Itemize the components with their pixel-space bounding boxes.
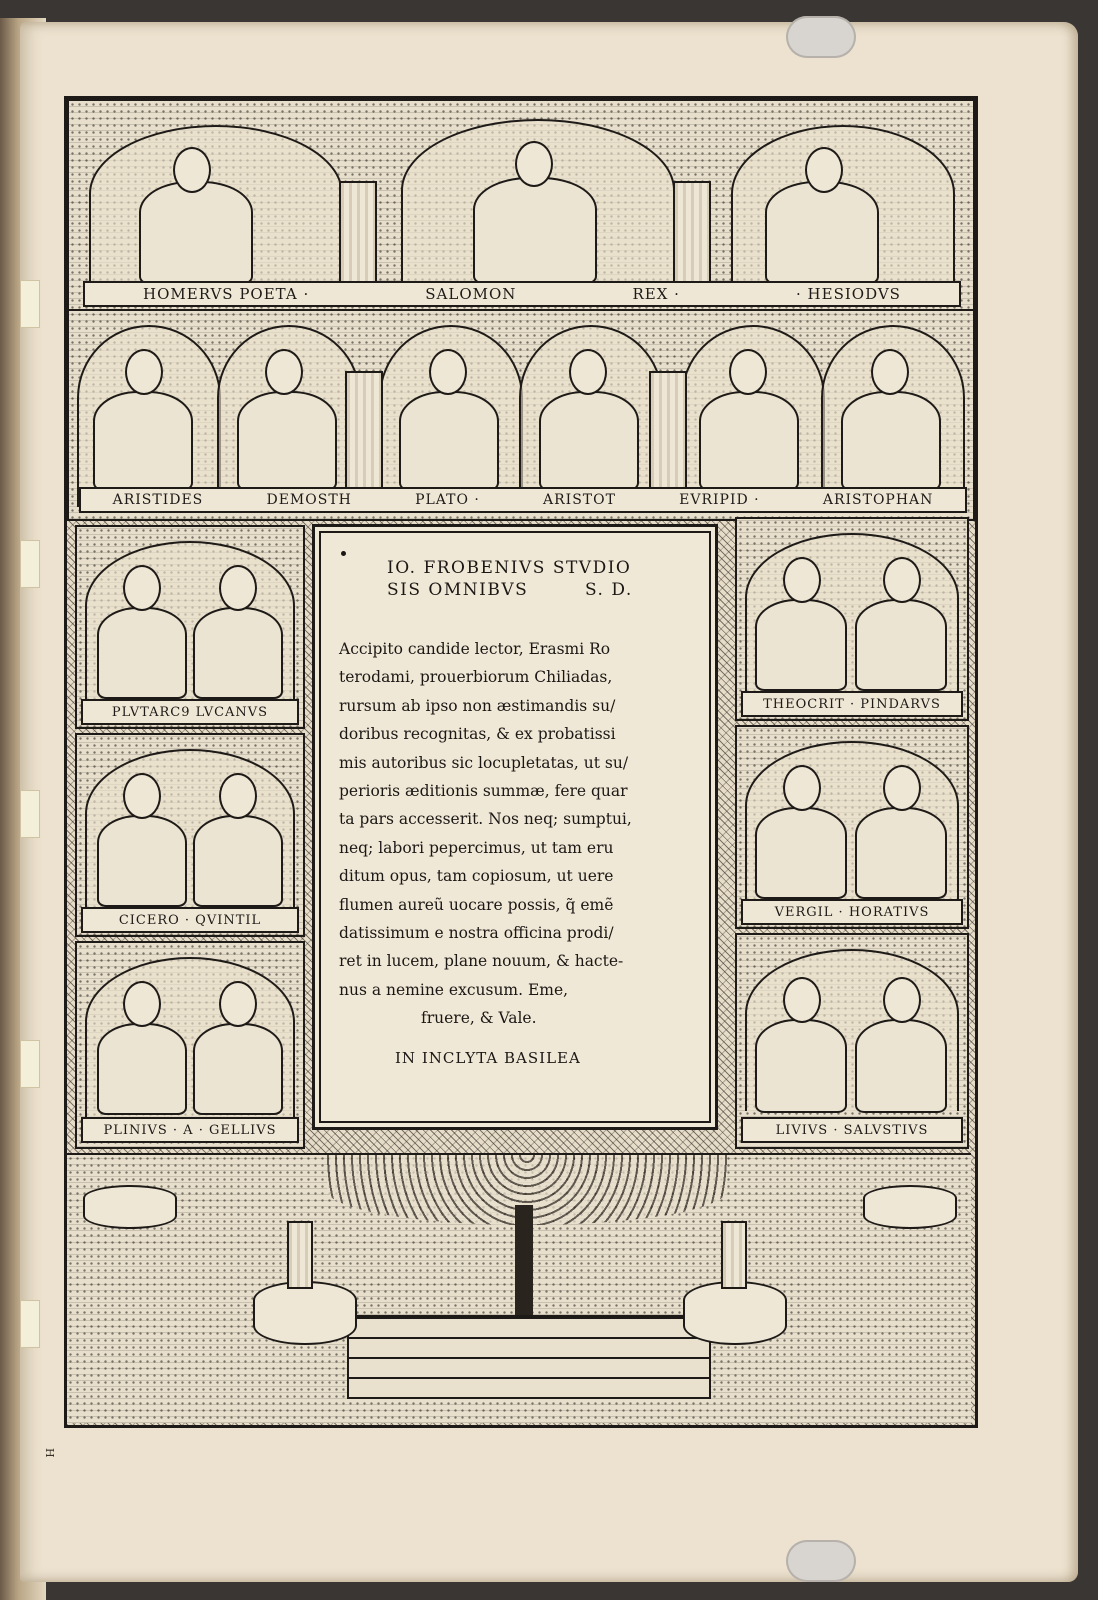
body-line: mis autoribus sic locupletatas, ut su/: [339, 753, 629, 772]
head-sallust: [883, 977, 921, 1023]
label-theocrit-pindarus: THEOCRIT · PINDARVS: [763, 696, 941, 712]
figure-aristotle: [539, 391, 639, 491]
imprint: IN INCLYTA BASILEA: [395, 1049, 581, 1067]
figure-pindar: [855, 599, 947, 691]
figure-solomon: [473, 177, 597, 285]
figure-aristides: [93, 391, 193, 491]
top-row-panel: [67, 99, 975, 313]
head-gellius: [219, 981, 257, 1027]
right-panel-1: [735, 517, 969, 721]
column-3: [345, 371, 383, 505]
fountain-right: [683, 1281, 787, 1345]
body-line: Accipito candide lector, Erasmi Ro: [339, 640, 611, 658]
page-tab-5: [20, 1300, 40, 1348]
fountain-top-left: [83, 1185, 177, 1229]
label-plato: PLATO ·: [415, 492, 480, 508]
column-4: [649, 371, 687, 505]
label-plutarch-lucan: PLVTARC9 LVCANVS: [111, 704, 269, 720]
second-row-label-band: [79, 487, 967, 513]
text-dot: [341, 551, 346, 556]
left-panel-2: [75, 733, 305, 937]
body-line: perioris æditionis summæ, fere quar: [339, 782, 628, 801]
figure-hesiod: [765, 181, 879, 285]
title-line-1: IO. FROBENIVS STVDIO: [387, 558, 632, 578]
head-quintilian: [219, 773, 257, 819]
body-line: nus a nemine excusum. Eme,: [339, 980, 569, 999]
page-clip-top: [786, 16, 856, 58]
label-homer: HOMERVS POETA ·: [143, 285, 310, 303]
label-band-right-3: [741, 1117, 963, 1143]
label-livius-salustius: LIVIVS · SALVSTIVS: [775, 1122, 929, 1138]
figure-cicero: [97, 815, 187, 907]
title-line-2-text: SIS OMNIBVS: [387, 580, 529, 600]
figure-horace: [855, 807, 947, 899]
right-panel-3: [735, 933, 969, 1149]
head-lucan: [219, 565, 257, 611]
figure-theocritus: [755, 599, 847, 691]
head-livy: [783, 977, 821, 1023]
figure-gellius: [193, 1023, 283, 1115]
brick-wall: [347, 1315, 711, 1399]
head-plutarch: [123, 565, 161, 611]
figure-lucan: [193, 607, 283, 699]
label-vergil-horatius: VERGIL · HORATIVS: [774, 904, 930, 920]
figure-homer: [139, 181, 253, 285]
head-solomon: [515, 141, 553, 187]
head-horace: [883, 765, 921, 811]
spine-label: H: [43, 1448, 56, 1458]
label-band-left-1: [81, 699, 299, 725]
figure-vergil: [755, 807, 847, 899]
column-1: [339, 181, 377, 295]
label-euripid: EVRIPID ·: [679, 492, 760, 508]
preface-text-box: [312, 524, 718, 1130]
label-hesiod: · HESIODVS: [796, 285, 901, 303]
head-demosthenes: [265, 349, 303, 395]
label-aristophan: ARISTOPHAN: [822, 492, 934, 508]
left-panel-1: [75, 525, 305, 729]
left-panel-3: [75, 941, 305, 1149]
body-line: datissimum e nostra officina prodi/: [339, 924, 614, 943]
body-line: doribus recognitas, & ex probatissi: [339, 725, 616, 744]
label-rex: REX ·: [632, 285, 680, 303]
head-aristotle: [569, 349, 607, 395]
body-last-line: fruere, & Vale.: [421, 1009, 537, 1028]
preface-body: [339, 635, 705, 1033]
label-demosth: DEMOSTH: [266, 492, 352, 508]
head-aristides: [125, 349, 163, 395]
figure-livy: [755, 1019, 847, 1113]
figure-euripides: [699, 391, 799, 491]
fountain-post-right: [721, 1221, 747, 1289]
page-tab-1: [20, 280, 40, 328]
page-tab-4: [20, 1040, 40, 1088]
top-row-label-band: [83, 281, 961, 307]
head-homer: [173, 147, 211, 193]
page-tab-2: [20, 540, 40, 588]
figure-demosthenes: [237, 391, 337, 491]
fountain-left: [253, 1281, 357, 1345]
figure-sallust: [855, 1019, 947, 1113]
label-band-left-3: [81, 1117, 299, 1143]
head-euripides: [729, 349, 767, 395]
label-band-left-2: [81, 907, 299, 933]
body-line: ret in lucem, plane nouum, & hacte-: [339, 952, 624, 971]
fountain-post-left: [287, 1221, 313, 1289]
body-line: ditum opus, tam copiosum, ut uere: [339, 867, 614, 886]
figure-plato: [399, 391, 499, 491]
tree-trunk: [515, 1205, 533, 1325]
label-plinius-gellius: PLINIVS · A · GELLIVS: [103, 1122, 277, 1138]
head-cicero: [123, 773, 161, 819]
head-aristophanes: [871, 349, 909, 395]
label-band-right-2: [741, 899, 963, 925]
body-line: rursum ab ipso non æstimandis su/: [339, 696, 616, 715]
label-salomon: SALOMON: [425, 285, 517, 303]
label-aristot: ARISTOT: [543, 492, 616, 508]
figure-aristophanes: [841, 391, 941, 491]
head-theocritus: [783, 557, 821, 603]
body-line: flumen aureũ uocare possis, q̃ emẽ: [339, 895, 614, 914]
head-pliny: [123, 981, 161, 1027]
right-panel-2: [735, 725, 969, 929]
label-cicero-quintil: CICERO · QVINTIL: [118, 912, 262, 928]
head-vergil: [783, 765, 821, 811]
head-plato: [429, 349, 467, 395]
figure-quintilian: [193, 815, 283, 907]
head-pindar: [883, 557, 921, 603]
page-tab-3: [20, 790, 40, 838]
body-line: ta pars accesserit. Nos neq; sumptui,: [339, 810, 632, 829]
body-line: terodami, prouerbiorum Chiliadas,: [339, 668, 613, 687]
label-band-right-1: [741, 691, 963, 717]
title-line-2: [387, 579, 667, 601]
head-hesiod: [805, 147, 843, 193]
fountain-top-right: [863, 1185, 957, 1229]
page-clip-bottom: [786, 1540, 856, 1582]
column-2: [673, 181, 711, 295]
figure-plutarch: [97, 607, 187, 699]
body-line: neq; labori pepercimus, ut tam eru: [339, 838, 614, 857]
title-sd: S. D.: [585, 580, 633, 600]
figure-pliny: [97, 1023, 187, 1115]
second-row-panel: [67, 309, 975, 521]
label-aristides: ARISTIDES: [112, 492, 204, 508]
garden-scene: [67, 1153, 971, 1423]
